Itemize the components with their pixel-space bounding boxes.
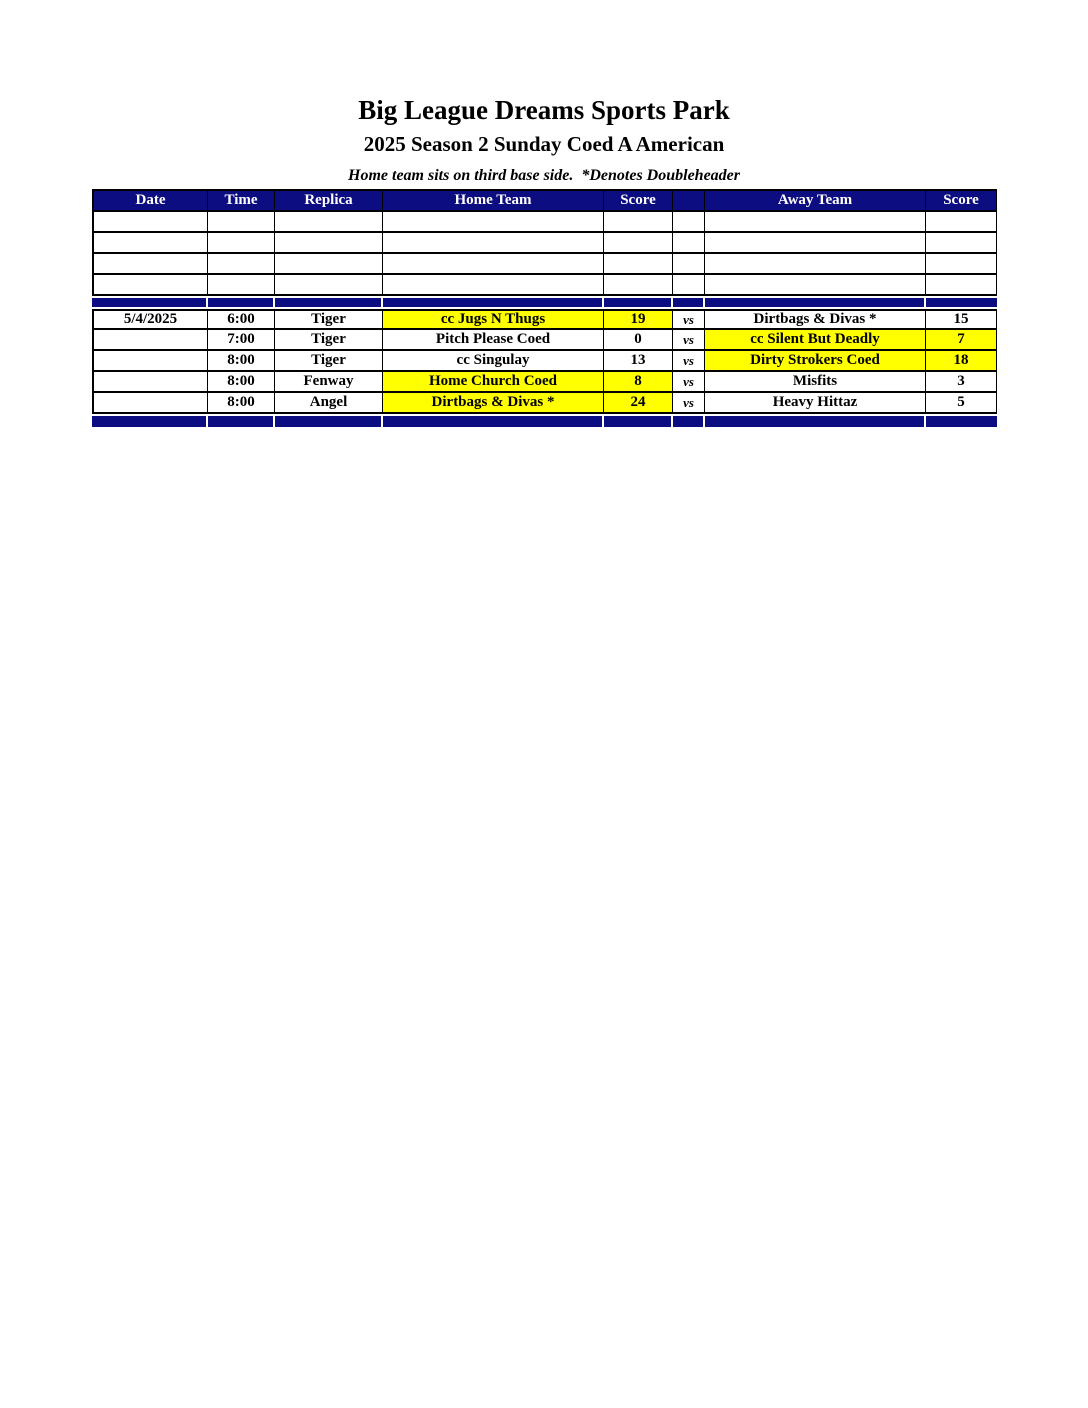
empty-row bbox=[92, 275, 997, 296]
game-row bbox=[92, 351, 997, 372]
separator-cell bbox=[705, 414, 926, 427]
column-header-away-score: Score bbox=[926, 189, 997, 212]
empty-cell-replica bbox=[275, 254, 383, 275]
empty-cell-replica bbox=[275, 275, 383, 296]
schedule-table-body bbox=[92, 189, 997, 427]
separator-cell bbox=[604, 414, 673, 427]
separator-row-top bbox=[92, 296, 997, 309]
cell-time: 7:00 bbox=[208, 330, 275, 351]
empty-cell-time bbox=[208, 212, 275, 233]
empty-cell-away-team bbox=[705, 254, 926, 275]
game-row bbox=[92, 309, 997, 330]
cell-time: 6:00 bbox=[208, 309, 275, 330]
separator-cell bbox=[673, 414, 705, 427]
separator-cell bbox=[383, 414, 604, 427]
cell-away-score: 7 bbox=[926, 330, 997, 351]
empty-cell-away-score bbox=[926, 275, 997, 296]
separator-cell bbox=[275, 414, 383, 427]
cell-replica: Fenway bbox=[275, 372, 383, 393]
cell-away-team: Dirtbags & Divas * bbox=[705, 309, 926, 330]
separator-cell bbox=[92, 414, 208, 427]
separator-cell bbox=[383, 296, 604, 309]
column-header-home-score: Score bbox=[604, 189, 673, 212]
cell-home-score: 19 bbox=[604, 309, 673, 330]
game-row bbox=[92, 393, 997, 414]
cell-away-score: 5 bbox=[926, 393, 997, 414]
cell-vs: vs bbox=[673, 330, 705, 351]
empty-cell-home-team bbox=[383, 212, 604, 233]
cell-home-team: Home Church Coed bbox=[383, 372, 604, 393]
separator-cell bbox=[604, 296, 673, 309]
empty-cell-home-score bbox=[604, 233, 673, 254]
cell-date: 5/4/2025 bbox=[92, 309, 208, 330]
empty-cell-vs bbox=[673, 254, 705, 275]
cell-date bbox=[92, 330, 208, 351]
cell-vs: vs bbox=[673, 309, 705, 330]
cell-home-score: 24 bbox=[604, 393, 673, 414]
cell-home-score: 0 bbox=[604, 330, 673, 351]
empty-cell-date bbox=[92, 212, 208, 233]
column-header-time: Time bbox=[208, 189, 275, 212]
cell-away-team: Misfits bbox=[705, 372, 926, 393]
cell-replica: Angel bbox=[275, 393, 383, 414]
home-team-note: Home team sits on third base side. *Denotes Doubleheader bbox=[348, 166, 740, 184]
cell-date bbox=[92, 393, 208, 414]
empty-cell-home-score bbox=[604, 212, 673, 233]
schedule-table bbox=[92, 189, 997, 427]
cell-away-score: 15 bbox=[926, 309, 997, 330]
cell-time: 8:00 bbox=[208, 372, 275, 393]
column-header-vs bbox=[673, 189, 705, 212]
cell-away-team: cc Silent But Deadly bbox=[705, 330, 926, 351]
document-page bbox=[0, 0, 1088, 427]
empty-cell-time bbox=[208, 275, 275, 296]
empty-cell-date bbox=[92, 233, 208, 254]
empty-cell-home-team bbox=[383, 254, 604, 275]
cell-away-team: Heavy Hittaz bbox=[705, 393, 926, 414]
separator-cell bbox=[926, 296, 997, 309]
cell-away-score: 18 bbox=[926, 351, 997, 372]
empty-row bbox=[92, 254, 997, 275]
column-header-replica: Replica bbox=[275, 189, 383, 212]
empty-cell-away-score bbox=[926, 254, 997, 275]
game-row bbox=[92, 330, 997, 351]
empty-cell-home-team bbox=[383, 233, 604, 254]
cell-date bbox=[92, 372, 208, 393]
empty-cell-away-score bbox=[926, 233, 997, 254]
separator-cell bbox=[208, 296, 275, 309]
empty-cell-date bbox=[92, 254, 208, 275]
schedule-header-row bbox=[92, 189, 997, 212]
separator-cell bbox=[208, 414, 275, 427]
empty-cell-date bbox=[92, 275, 208, 296]
cell-home-team: Dirtbags & Divas * bbox=[383, 393, 604, 414]
empty-cell-away-team bbox=[705, 212, 926, 233]
empty-cell-away-team bbox=[705, 233, 926, 254]
empty-cell-vs bbox=[673, 212, 705, 233]
cell-replica: Tiger bbox=[275, 351, 383, 372]
cell-away-team: Dirty Strokers Coed bbox=[705, 351, 926, 372]
cell-date bbox=[92, 351, 208, 372]
cell-home-team: Pitch Please Coed bbox=[383, 330, 604, 351]
empty-cell-replica bbox=[275, 212, 383, 233]
empty-cell-vs bbox=[673, 275, 705, 296]
separator-cell bbox=[275, 296, 383, 309]
cell-replica: Tiger bbox=[275, 309, 383, 330]
cell-time: 8:00 bbox=[208, 351, 275, 372]
empty-cell-time bbox=[208, 233, 275, 254]
empty-cell-home-score bbox=[604, 254, 673, 275]
separator-cell bbox=[705, 296, 926, 309]
column-header-home-team: Home Team bbox=[383, 189, 604, 212]
game-row bbox=[92, 372, 997, 393]
column-header-away-team: Away Team bbox=[705, 189, 926, 212]
separator-cell bbox=[673, 296, 705, 309]
empty-cell-home-team bbox=[383, 275, 604, 296]
separator-cell bbox=[92, 296, 208, 309]
cell-time: 8:00 bbox=[208, 393, 275, 414]
cell-replica: Tiger bbox=[275, 330, 383, 351]
cell-home-score: 13 bbox=[604, 351, 673, 372]
page-subtitle: 2025 Season 2 Sunday Coed A American bbox=[363, 131, 725, 156]
cell-vs: vs bbox=[673, 393, 705, 414]
cell-vs: vs bbox=[673, 372, 705, 393]
separator-row-bottom bbox=[92, 414, 997, 427]
empty-cell-replica bbox=[275, 233, 383, 254]
empty-row bbox=[92, 233, 997, 254]
cell-vs: vs bbox=[673, 351, 705, 372]
column-header-date: Date bbox=[92, 189, 208, 212]
page-title: Big League Dreams Sports Park bbox=[358, 95, 730, 125]
empty-cell-time bbox=[208, 254, 275, 275]
cell-away-score: 3 bbox=[926, 372, 997, 393]
empty-cell-away-team bbox=[705, 275, 926, 296]
empty-cell-away-score bbox=[926, 212, 997, 233]
cell-home-team: cc Jugs N Thugs bbox=[383, 309, 604, 330]
empty-cell-vs bbox=[673, 233, 705, 254]
empty-cell-home-score bbox=[604, 275, 673, 296]
separator-cell bbox=[926, 414, 997, 427]
cell-home-score: 8 bbox=[604, 372, 673, 393]
cell-home-team: cc Singulay bbox=[383, 351, 604, 372]
empty-row bbox=[92, 212, 997, 233]
